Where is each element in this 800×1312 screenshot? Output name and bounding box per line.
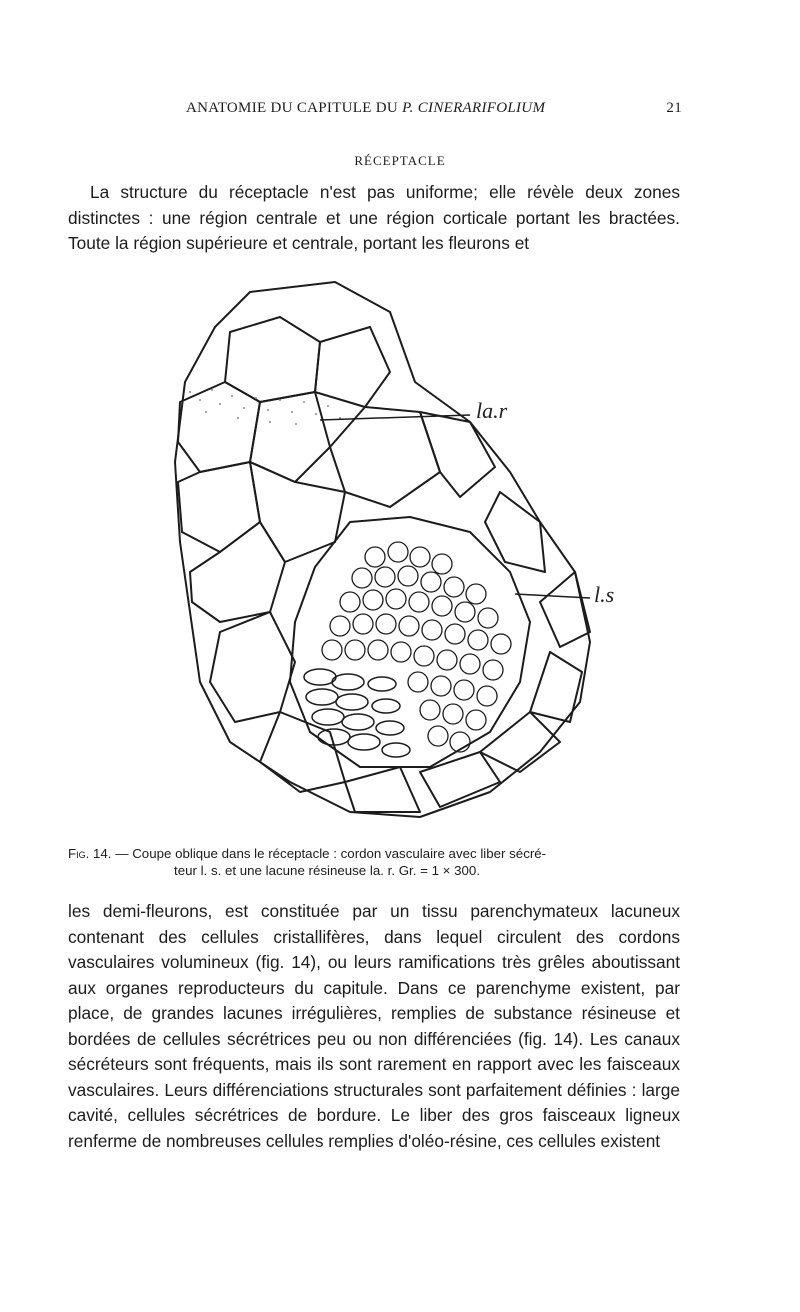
leader-line-liber	[515, 594, 590, 598]
parenchyma-cell	[190, 522, 285, 622]
label-liber: l.s	[594, 582, 615, 607]
parenchyma-cell	[210, 612, 295, 722]
parenchyma-cell	[420, 412, 495, 497]
parenchyma-cell	[250, 392, 330, 482]
parenchyma-cell	[178, 382, 260, 472]
paragraph-intro: La structure du réceptacle n'est pas uniforme; elle révèle deux zones distinctes : une région centrale et une région corticale portant les bractées. Toute la région supérieure et centrale, portant les fleurons et	[68, 182, 680, 253]
caption-line-1: — Coupe oblique dans le réceptacle : cordon vasculaire avec liber sécré-	[115, 846, 547, 861]
parenchyma-cell	[345, 767, 420, 812]
caption-line-2: teur l. s. et une lacune résineuse la. r. Gr. = 1 × 300.	[174, 863, 481, 878]
page-number: 21	[666, 100, 682, 116]
label-lacune: la.r	[476, 398, 508, 423]
running-title: ANATOMIE DU CAPITULE DU P. CINERARIFOLIUM	[186, 100, 546, 116]
parenchyma-cell	[420, 752, 500, 807]
section-title: RÉCEPTACLE	[354, 153, 446, 168]
liber-cells	[322, 542, 511, 752]
figure-14	[120, 272, 640, 842]
parenchyma-cell	[315, 327, 390, 407]
tissue-drawing	[120, 272, 640, 842]
paragraph-body: les demi-fleurons, est constituée par un tissu parenchymateux lacuneux contenant des cellules cristallifères, dans lequel circulent des cordons vasculaires volumineux (fig. 14), ou leurs ramifications très grêles aboutissant aux organes reproducteurs du capitule. Dans ce parenchyme existent, par place, de grandes lacunes irrégulières, remplies de substance résineuse et bordées de cellules sécrétrices peu ou non différenciées (fig. 14). Les canaux sécréteurs sont fréquents, mais ils sont rarement en rapport avec les faisceaux vasculaires. Leurs différenciations structurales sont parfaitement définies : large cavité, cellules sécrétrices de bordure. Le liber des gros faisceaux ligneux renferme de nombreuses cellules remplies d'oléo-résine, ces cellules existent	[68, 901, 680, 1151]
xylem-vessels	[304, 669, 410, 757]
parenchyma-cell	[530, 652, 582, 722]
caption-figure-ref: Fig. 14.	[68, 846, 112, 861]
parenchyma-cell	[485, 492, 545, 572]
running-header	[186, 100, 682, 117]
parenchyma-cell	[178, 462, 260, 552]
figure-caption	[68, 845, 680, 879]
